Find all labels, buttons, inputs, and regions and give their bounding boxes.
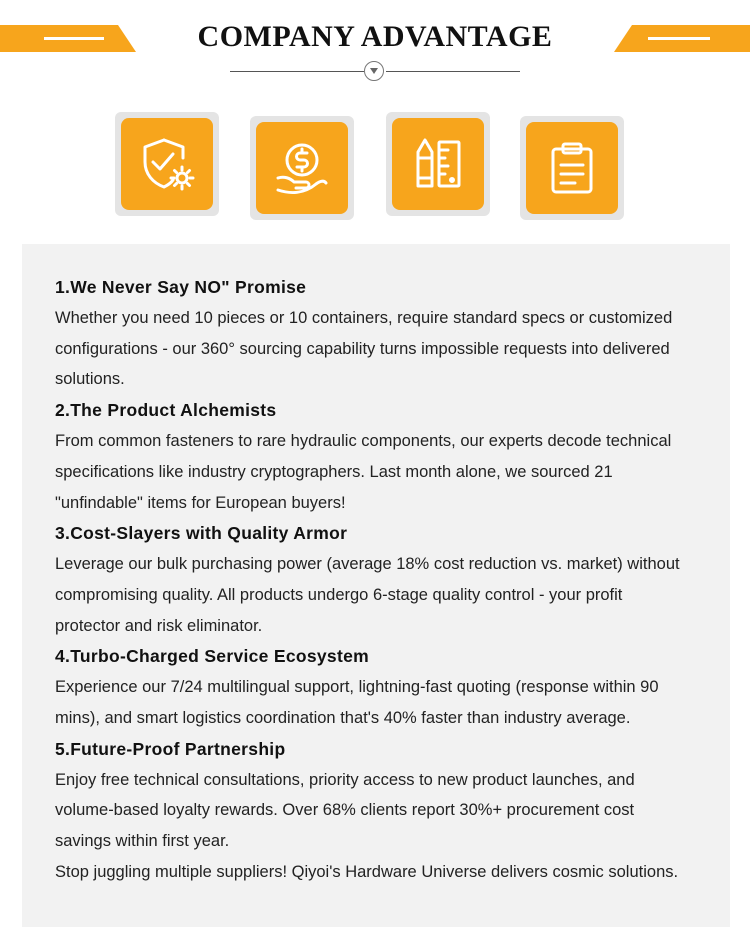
section-line: Leverage our bulk purchasing power (average 18% cost reduction vs. market) without [55,555,680,574]
section-line: protector and risk eliminator. [55,616,263,635]
section-heading: 1.We Never Say NO" Promise [55,277,307,297]
icon-card-4 [520,116,624,220]
section-4 [55,641,720,733]
clipboard-icon [526,122,618,214]
icon-card-1 [115,112,219,216]
section-line: Enjoy free technical consultations, priority access to new product launches, and [55,770,635,789]
advantages-content [55,272,720,888]
section-heading: 2.The Product Alchemists [55,400,277,421]
page-title: COMPANY ADVANTAGE [197,20,553,53]
section-1 [55,272,720,395]
shield-check-gear-icon [121,118,213,210]
section-heading: 5.Future-Proof Partnership [55,738,286,759]
section-line: Whether you need 10 pieces or 10 containers, require standard specs or customized [55,309,673,327]
section-line: specifications like industry cryptographers. Last month alone, we sourced 21 [55,462,613,481]
header [0,0,750,100]
section-line: volume-based loyalty rewards. Over 68% clients report 30%+ procurement cost [55,801,635,820]
ruler-pencil-icon [392,118,484,210]
section-5 [55,734,720,857]
advantages-panel [22,244,730,927]
section-heading: 4.Turbo-Charged Service Ecosystem [55,646,369,667]
dollar-hand-icon [256,122,348,214]
divider-line-right [386,71,520,72]
section-line: solutions. [55,370,125,389]
section-3 [55,518,720,641]
section-line: compromising quality. All products undergo 6-stage quality control - your profit [55,585,623,604]
icon-card-3 [386,112,490,216]
closing-statement: Stop juggling multiple suppliers! Qiyoi's Hardware Universe delivers cosmic solutions. [55,862,679,881]
icon-card-2 [250,116,354,220]
chevron-down-icon [364,61,384,81]
section-line: From common fasteners to rare hydraulic components, our experts decode technical [55,432,672,451]
icon-row [0,110,750,222]
section-line: mins), and smart logistics coordination that's 40% faster than industry average. [55,709,631,728]
section-heading: 3.Cost-Slayers with Quality Armor [55,523,348,544]
section-line: "unfindable" items for European buyers! [55,493,346,512]
divider-line-left [230,71,364,72]
section-line: savings within first year. [55,832,230,851]
section-line: Experience our 7/24 multilingual support, lightning-fast quoting (response within 90 [55,678,659,697]
section-2 [55,395,720,518]
section-line: configurations - our 360° sourcing capability turns impossible requests into delivered [55,339,670,358]
